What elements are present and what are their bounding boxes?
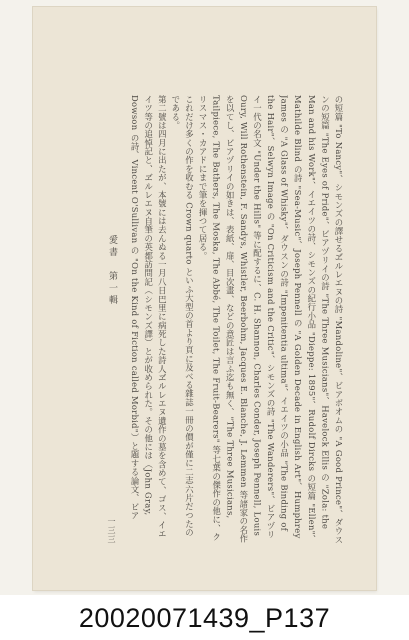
body-text xyxy=(95,95,345,545)
paragraph: 第二號は四月に出たが、本號には去んぬる一月八日巴里に病死した詩人ヹルレエヌ遺作の墓を含めて、ゴス、イエイツ等の追悼記と、ヹルレエヌ自筆の英都訪問記（シモンズ譯）とが收められた。その他には（John Gray, Dowson の詩、Vincent O'Sullivan の "On the Kind of Fiction called Morbid"）と題する論文、ビア xyxy=(130,95,168,539)
paragraph: の短篇 "To Nancy"、シモンズの譯せるヹルレエヌの詩 "Mandoline"、ビアボオムの "A Good Prince"、ダウスンの短篇 "The Eyes of Pride"、ビアヅリイの詩 "The Three Musicians"、Havelock Ellis の "Zola: the Man and his Work"、イエイツの詩、シモンズの紀行小品 "Dieppe: 1895"、Rudolf Dircks の短篇 "Ellen"、Mathilde Blind の詩 "Sea-Music"、Joseph Pennell の "A Golden Decade in English Art"、Humphrey James の "A Glass of Whisky"、ダウスンの詩 "Impenitentia ultima"、イエイツの小品 "The Binding of the Hair"、Selwyn Image の "On Criticism and the Critic"、シモンズの詩 "The Wanderers"、ビアヅリイ一代の名文 "Under the Hills" 等に配するに、C. H. Shannon, Charles Conder, Joseph Pennell, Louis Oury, Will Rothenstein, F. Sandys, Whistler, Beerbohm, Jacques E. Blanche, J. Lemmen 等諸家の名作を以てし、ビアヅリイの如きは、表紙、扉、目次畫、などの意匠は言ふ迄も無く、"The Three Musicians, Tailpiece, The Bathers, The Moska, The Abbé, The Toilet, The Fruit-Bearers" 等七葉の傑作の他に、クリスマス・カアドにまで筆を揮つて居る。 xyxy=(198,95,344,545)
paragraph: これだけ多くの作を收むる Crown quarto といふ大型の首より頁に及べる雜誌一冊の價が僅に二志六片だつたのである。 xyxy=(170,95,195,538)
page-number: 一三三 xyxy=(107,517,116,544)
image-id-caption: 20020071439_P137 xyxy=(78,602,331,633)
book-page xyxy=(33,7,376,590)
running-head: 愛書 第一輯 xyxy=(107,235,117,307)
